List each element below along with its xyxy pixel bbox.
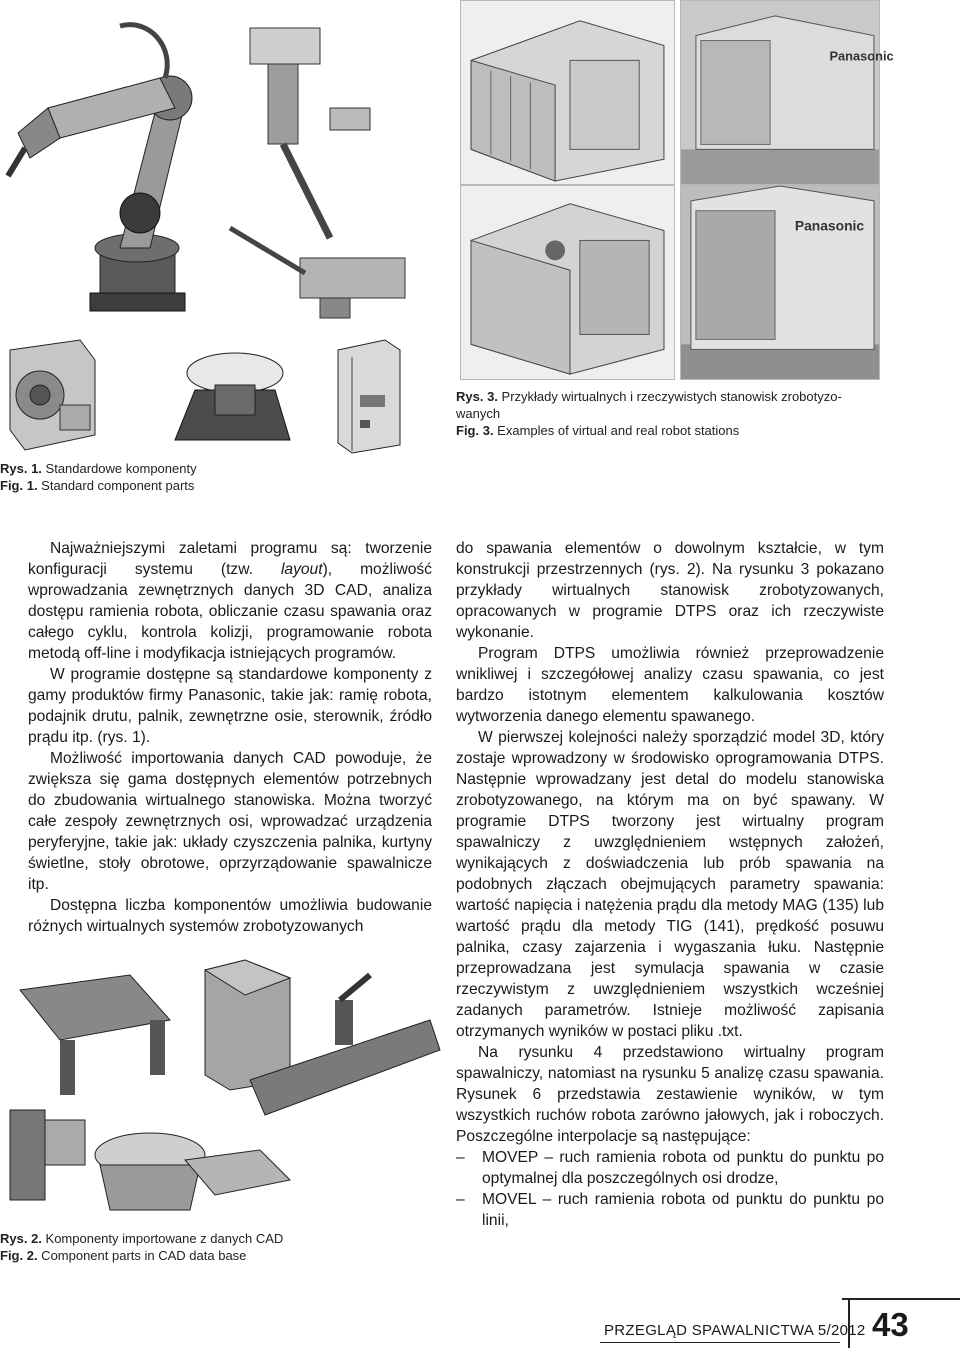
footer-rule-top [842,1298,960,1300]
real-station-2-photo [681,186,879,379]
left-paragraph-4: Dostępna liczba komponentów umożliwia budowanie różnych wirtualnych systemów zrobotyzowanych [28,897,432,935]
left-column [28,538,432,937]
figure-2-cad-components [0,960,440,1220]
left-paragraph-2: W programie dostępne są standardowe komponenty z gamy produktów firmy Panasonic, takie jak: ramię robota, podajnik drutu, palnik, zewnętrzne osie, sterownik, źródło prądu itp. (rys. 1). [28,666,432,746]
robot-arm-illustration [0,8,430,338]
controller-illustration [330,335,405,455]
figure-3-caption-pl: Rys. 3. Przykłady wirtualnych i rzeczywistych stanowisk zrobotyzo-wanych [456,389,842,421]
turntable-illustration [160,345,305,455]
figure-2-caption-pl: Rys. 2. Komponenty importowane z danych CAD [0,1231,284,1246]
cad-components-illustration [0,960,440,1220]
virtual-station-1-illustration [461,1,674,184]
page-number: 43 [872,1306,909,1343]
right-paragraph-1: do spawania elementów o dowolnym kształcie, w tym konstrukcji przestrzennych (rys. 2). Na rysunku 3 pokazano przykłady wirtualnych stanowisk zrobotyzowanych, opracowanych w programie DTPS oraz ich rzeczywiste wykonanie. [456,540,884,641]
left-paragraph-3: Możliwość importowania danych CAD powoduje, że zwiększa się gama dostępnych elementów potrzebnych do zbudowania wirtualnego stanowiska. Można tworzyć całe zespoły zewnętrznych osi, wprowadzać urządzenia peryferyjne, takie jak: układy czyszczenia palnika, kurtyny świetlne, stoły obrotowe, oprzyrządowanie spawalnicze itp. [28,750,432,893]
figure-3-virtual-station-1 [460,0,675,185]
right-paragraph-3: W pierwszej kolejności należy sporządzić model 3D, który zostaje wprowadzony w środowisko oprogramowania DTPS. Następnie wprowadzany jest detal do modelu stanowiska zrobotyzowanego, na którym ma on być spawany. W programie DTPS tworzony jest wirtualny program spawalniczy z uwzględnieniem wstępnych założeń, wynikających z doświadczenia lub prób spawania na podobnych złączach obejmujących parametry spawania: wartość napięcia i natężenia prądu dla metody MAG (135) lub wartość prądu dla metody TIG (141), prędkość posuwu palnika, czasy zajarzenia i wygaszania łuku. Następnie przeprowadzana jest symulacja spawania w czasie rzeczywistym z uwzględnieniem wszystkich wcześniej zadanych parametrów. Istnieje możliwość zapisania otrzymanych wyników w postaci pliku .txt. [456,729,884,1040]
panasonic-logo-2: Panasonic [794,217,865,234]
journal-title: PRZEGLĄD SPAWALNICTWA 5/2012 [604,1322,866,1339]
positioner-illustration [0,340,120,455]
virtual-station-2-illustration [461,186,674,379]
list-item-movep: – MOVEP – ruch ramienia robota od punktu do punktu po optymalnej dla poszczególnych osi drodze, [456,1149,884,1187]
figure-1-controller [330,335,405,455]
figure-3-caption [456,388,876,439]
list-item-movel: – MOVEL – ruch ramienia robota od punktu do punktu po linii, [456,1191,884,1229]
figure-1-positioner [0,340,120,455]
right-column [456,538,884,1231]
figure-2-caption [0,1230,420,1264]
figure-3-virtual-station-2 [460,185,675,380]
figure-1-robot-arm [0,8,430,338]
figure-1-caption-en: Fig. 1. Standard component parts [0,478,195,493]
figure-3-real-station-1 [680,0,894,185]
figure-3-caption-en: Fig. 3. Examples of virtual and real robot stations [456,423,740,438]
footer-rule-bottom [600,1342,840,1343]
panasonic-logo: Panasonic [829,48,894,64]
right-paragraph-2: Program DTPS umożliwia również przeprowadzenie wnikliwej i szczegółowej analizy czasu spawania, co jest bardzo istotnym elementem kalkulowania kosztów wytworzenia danego elementu spawanego. [456,645,884,725]
figure-1-caption [0,460,420,494]
figure-1-turntable [160,345,305,455]
figure-3-real-station-2 [680,185,880,380]
real-station-1-photo [681,1,894,184]
figure-1-caption-pl: Rys. 1. Standardowe komponenty [0,461,197,476]
right-paragraph-4: Na rysunku 4 przedstawiono wirtualny program spawalniczy, natomiast na rysunku 5 analizę czasu spawania. Rysunek 6 przedstawia zestawienie wyników, w tym wszystkich ruchów robota zarówno jałowych, jak i roboczych. Poszczególne interpolacje są następujące: [456,1044,884,1145]
figure-2-caption-en: Fig. 2. Component parts in CAD data base [0,1248,247,1263]
left-paragraph-1: Najważniejszymi zaletami programu są: tworzenie konfiguracji systemu (tzw. layout), możliwość wprowadzania zewnętrznych danych 3D CAD, analiza dostępu ramienia robota, obliczanie czasu spawania oraz całego cyklu, kontrola kolizji, programowanie robota metodą off-line i modyfikacja istniejących programów. [28,540,432,662]
